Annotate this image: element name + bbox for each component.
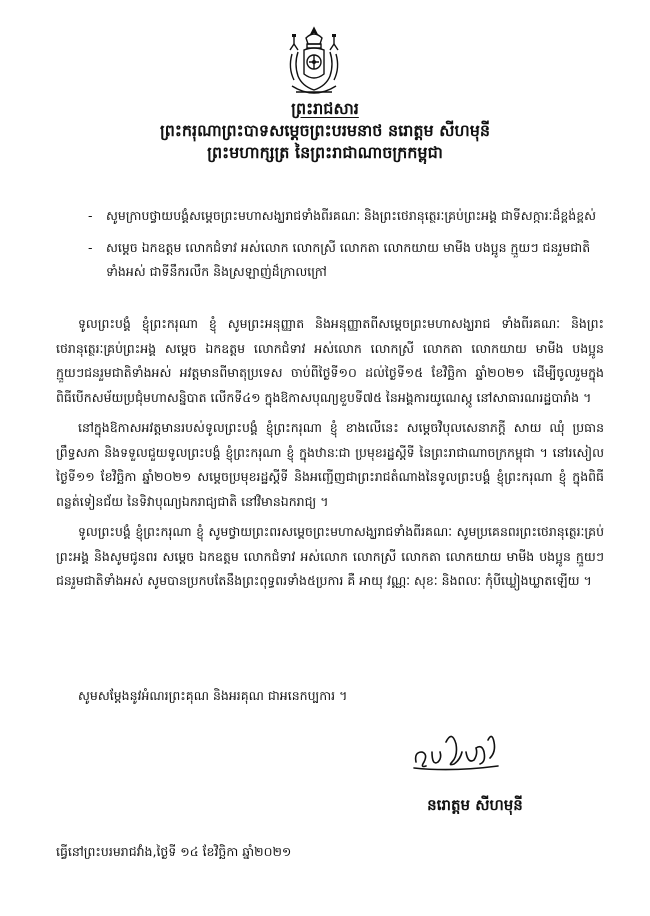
bullet-dash: - [88, 208, 93, 223]
body-paragraph: ទូលព្រះបង្គំ ខ្ញុំព្រះករុណា ខ្ញុំ សូមថ្វាយព្រះពរសម្តេចព្រះមហាសង្ឃរាជទាំងពីរគណៈ សូមប្រគេនពរព្រះថេរានុត្ថេរៈគ្រប់ព្រះអង្គ និងសូមជូនពរ សម្តេច ឯកឧត្តម លោកជំទាវ អស់លោក លោកស្រី លោកតា លោកយាយ មាមីង បងប្អូន ក្មួយៗ ជនរួមជាតិទាំងអស់ សូមបានប្រកបតែនឹងព្រះពុទ្ធពរទាំង៥ប្រការ គឺ អាយុ វណ្ណៈ សុខៈ និងពលៈ កុំបីឃ្លៀងឃ្លាតឡើយ ។ [56, 524, 604, 588]
body-paragraph: ទូលព្រះបង្គំ ខ្ញុំព្រះករុណា ខ្ញុំ សូមព្រះអនុញ្ញាត និងអនុញ្ញាតពីសម្តេចព្រះមហាសង្ឃរាជ ទាំងពីរគណៈ និងព្រះថេរានុត្ថេរៈគ្រប់ព្រះអង្គ សម្តេច ឯកឧត្តម លោកជំទាវ អស់លោក លោកស្រី លោកតា លោកយាយ មាមីង បងប្អូន ក្មួយៗជនរួមជាតិទាំងអស់ អវត្តមានពីមាតុប្រទេស ចាប់ពីថ្ងៃទី១០ ដល់ថ្ងៃទី១៥ ខែវិច្ឆិកា ឆ្នាំ២០២១ ដើម្បីចូលរួមក្នុងពិធីបើកសម័យប្រជុំមហាសន្និបាត លើកទី៤១ ក្នុងឱកាសបុណ្យខួបទី៧៥ នៃអង្គការយូណេស្កូ នៅសាធារណរដ្ឋបារាំង ។ [56, 316, 604, 405]
salutation-text: សូមក្រាបថ្វាយបង្គំសម្តេចព្រះមហាសង្ឃរាជទាំងពីរគណៈ និងព្រះថេរានុត្ថេរៈគ្រប់ព្រះអង្គ ជាទីសក្ការៈដ៏ខ្ពង់ខ្ពស់ [106, 208, 597, 223]
salutation-item [88, 236, 598, 284]
salutation-text: សម្តេច ឯកឧត្តម លោកជំទាវ អស់លោក លោកស្រី លោកតា លោកយាយ មាមីង បងប្អូន ក្មួយៗ ជនរួមជាតិទាំងអស់ ជាទីនឹករលឹក និងស្រឡាញ់ដ៏ក្រាលក្រៅ [106, 240, 591, 279]
place-date-line: ធ្វើនៅព្រះបរមរាជវាំង,ថ្ងៃទី ១៤ ខែវិច្ឆិកា ឆ្នាំ២០២១ [56, 844, 292, 859]
salutation-item [88, 204, 598, 228]
closing-line: សូមសម្តែងនូវអំណរព្រះគុណ និងអរគុណ ជាអនេកប្បការ ។ [78, 688, 348, 703]
bullet-dash: - [88, 240, 93, 255]
royal-arms-emblem-icon [284, 24, 344, 100]
letter-header [80, 98, 570, 164]
body-paragraph: នៅក្នុងឱកាសអវត្តមានរបស់ទូលព្រះបង្គំ ខ្ញុំព្រះករុណា ខ្ញុំ ខាងលើនេះ សម្តេចវិបុលសេនាភក្តី សាយ ឈុំ ប្រធានព្រឹទ្ធសភា និងទទួលជួយទូលព្រះបង្គំ ខ្ញុំព្រះករុណា ខ្ញុំ ក្នុងឋានៈជា ប្រមុខរដ្ឋស្តីទី នៃព្រះរាជាណាចក្រកម្ពុជា ។ នៅរសៀលថ្ងៃទី១១ ខែវិច្ឆិកា ឆ្នាំ២០២១ សម្តេចប្រមុខរដ្ឋស្តីទី និងអញ្ជើញជាព្រះរាជតំណាងនៃទូលព្រះបង្គំ ខ្ញុំព្រះករុណា ខ្ញុំ ក្នុងពិធីពន្លត់ទៀនជ័យ នៃទិវាបុណ្យឯករាជ្យជាតិ នៅវិមានឯករាជ្យ ។ [56, 420, 604, 509]
letter-body [56, 312, 604, 600]
sender-title: ព្រះករុណាព្រះបាទសម្តេចព្រះបរមនាថ នរោត្តម សីហមុនី [159, 121, 491, 140]
salutation-list [88, 204, 598, 292]
document-title: ព្រះរាជសារ [291, 99, 359, 118]
handwritten-signature [412, 722, 502, 774]
signatory-name: នរោត្តម សីហមុនី [427, 796, 523, 814]
sender-role: ព្រះមហាក្សត្រ នៃព្រះរាជាណាចក្រកម្ពុជា [207, 143, 443, 162]
